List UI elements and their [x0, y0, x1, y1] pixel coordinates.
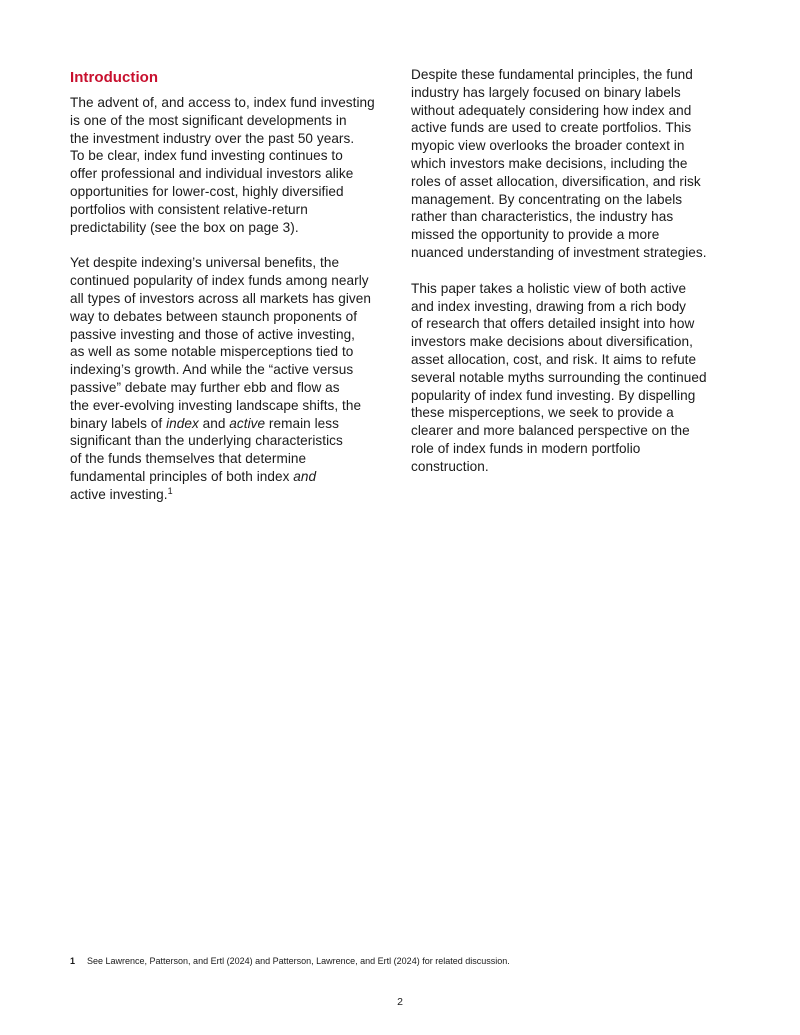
footnote — [70, 955, 510, 967]
text-line: To be clear, index fund investing continues to — [70, 148, 343, 164]
text-line: several notable myths surrounding the continued — [411, 369, 707, 385]
text-line: management. By concentrating on the labels — [411, 191, 683, 207]
paragraph-3 — [411, 66, 731, 262]
text-run: fundamental principles of both index — [70, 468, 294, 484]
text-line: clearer and more balanced perspective on the — [411, 423, 690, 439]
text-run: active investing. — [70, 486, 168, 502]
text-line: way to debates between staunch proponents of — [70, 308, 358, 324]
text-line: of research that offers detailed insight into how — [411, 316, 695, 332]
text-line: active funds are used to create portfolios. This — [411, 120, 692, 136]
text-line: industry has largely focused on binary labels — [411, 84, 681, 100]
text-line: investors make decisions about diversification, — [411, 334, 693, 350]
section-heading: Introduction — [70, 69, 159, 86]
text-line: the investment industry over the past 50 years. — [70, 130, 355, 146]
text-line: significant than the underlying characteristics — [70, 433, 343, 449]
text-line: predictability (see the box on page 3). — [70, 219, 299, 235]
text-line: which investors make decisions, including the — [411, 155, 688, 171]
text-line: continued popularity of index funds among nearly — [70, 273, 369, 289]
text-line: as well as some notable misperceptions tied to — [70, 344, 354, 360]
text-line: passive” debate may further ebb and flow as — [70, 379, 340, 395]
right-column — [411, 66, 731, 494]
text-run: binary labels of — [70, 415, 167, 431]
footnote-text: See Lawrence, Patterson, and Ertl (2024) and Patterson, Lawrence, and Ertl (2024) for related discussion. — [87, 956, 510, 966]
italic-term-index: index — [166, 415, 199, 431]
text-line: The advent of, and access to, index fund investing — [70, 95, 375, 110]
text-line: these misperceptions, we seek to provide a — [411, 405, 674, 421]
text-line: all types of investors across all markets has given — [70, 290, 371, 306]
paragraph-4 — [411, 280, 731, 476]
text-line: portfolios with consistent relative-return — [70, 201, 308, 217]
italic-term-and: and — [293, 468, 317, 484]
text-line: offer professional and individual investors alike — [70, 166, 354, 182]
footnote-number: 1 — [70, 956, 76, 966]
text-line: passive investing and those of active investing, — [70, 326, 356, 342]
text-line: Yet despite indexing’s universal benefits, the — [70, 255, 340, 271]
text-line: myopic view overlooks the broader context in — [411, 138, 685, 154]
footnote-reference[interactable]: 1 — [167, 485, 173, 496]
text-line: of the funds themselves that determine — [70, 451, 307, 467]
text-line: and index investing, drawing from a rich body — [411, 298, 687, 314]
text-line: nuanced understanding of investment strategies. — [411, 244, 707, 260]
text-line: asset allocation, cost, and risk. It aims to refute — [411, 351, 697, 367]
text-line — [70, 486, 388, 504]
text-line: the ever-evolving investing landscape shifts, the — [70, 397, 362, 413]
text-line: construction. — [411, 458, 489, 474]
text-line: Despite these fundamental principles, the fund — [411, 67, 693, 82]
text-line: missed the opportunity to provide a more — [411, 227, 660, 243]
text-line: popularity of index fund investing. By dispelling — [411, 387, 696, 403]
text-line — [70, 415, 388, 433]
page-number: 2 — [397, 996, 403, 1008]
text-line: is one of the most significant developments in — [70, 112, 347, 128]
paragraph-2 — [70, 254, 388, 503]
text-run: and — [198, 415, 230, 431]
text-line: This paper takes a holistic view of both active — [411, 280, 687, 296]
text-line — [70, 468, 388, 486]
paragraph-1 — [70, 94, 388, 236]
text-line: opportunities for lower-cost, highly diversified — [70, 183, 344, 199]
text-line: rather than characteristics, the industry has — [411, 209, 674, 225]
text-run: remain less — [265, 415, 339, 431]
italic-term-active: active — [229, 415, 266, 431]
text-line: roles of asset allocation, diversification, and risk — [411, 173, 701, 189]
text-line: role of index funds in modern portfolio — [411, 440, 641, 456]
text-line: indexing’s growth. And while the “active versus — [70, 362, 354, 378]
text-line: without adequately considering how index and — [411, 102, 692, 118]
left-column — [70, 66, 388, 522]
